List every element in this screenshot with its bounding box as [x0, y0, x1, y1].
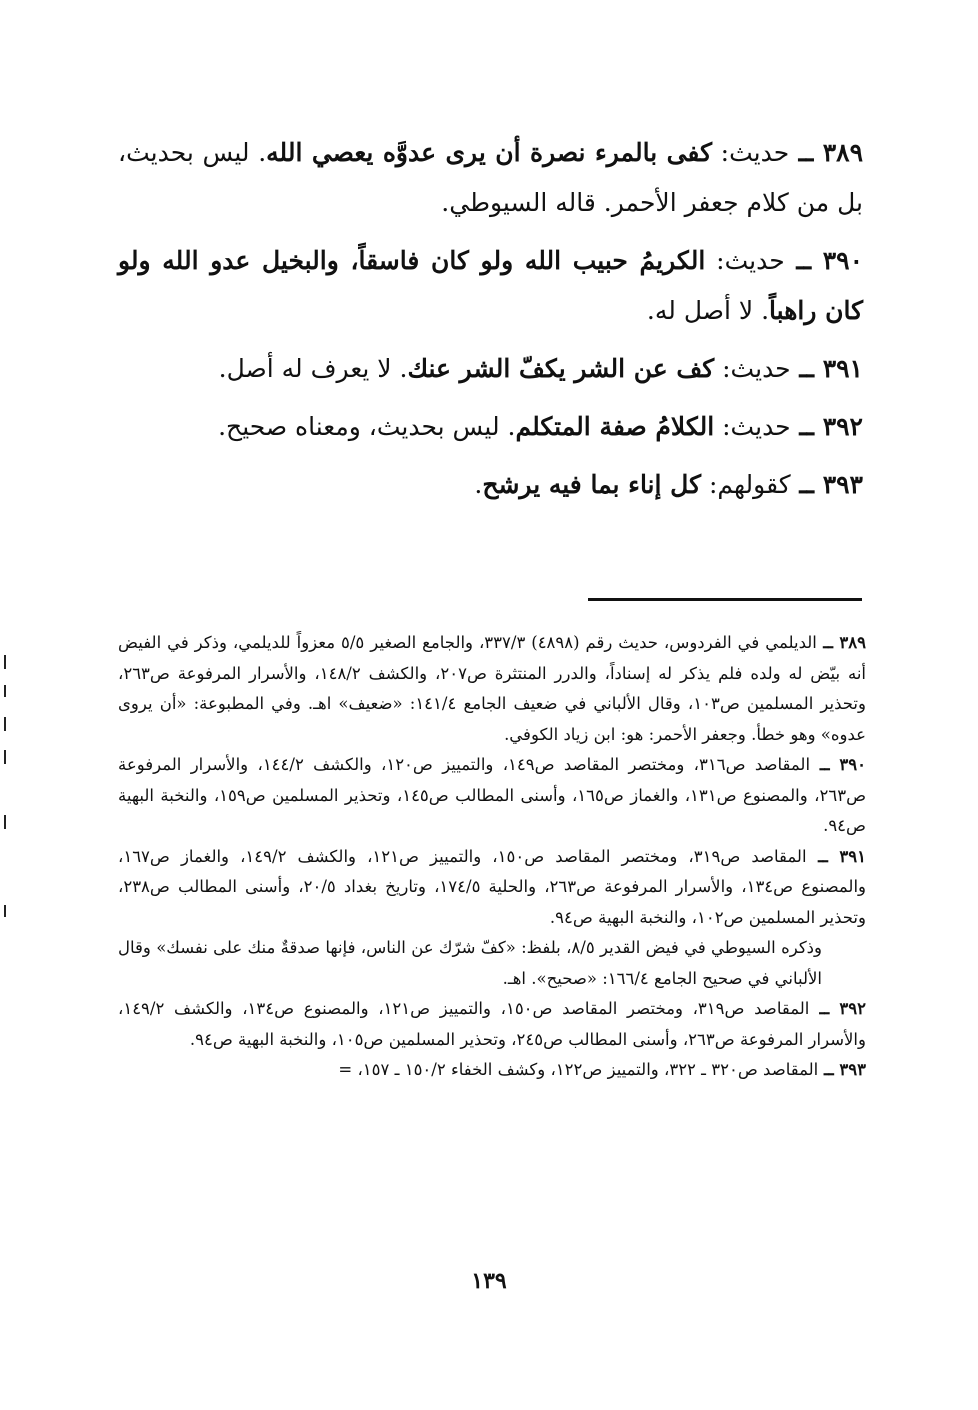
- entry-hadith-text: كف عن الشر يكفّ الشر عنك: [407, 354, 715, 383]
- entry-391: [118, 344, 863, 394]
- footnote-number: ٣٩٣ ــ: [818, 1060, 866, 1079]
- entry-hadith-text: الكريمُ حبيب الله ولو كان فاسقاً، والبخيل عدو الله ولو كان راهباً: [118, 246, 863, 325]
- entry-comment: . ليس بحديث، ومعناه صحيح.: [218, 412, 516, 441]
- footnote-number: ٣٩١ ــ: [806, 846, 866, 866]
- footnote-separator: [588, 598, 862, 601]
- scan-edge-marks: [4, 655, 10, 965]
- footnote-number: ٣٩٠ ــ: [810, 755, 866, 774]
- footnote-number: ٣٨٩ ــ: [816, 633, 866, 652]
- entry-comment: . لا أصل له.: [646, 296, 770, 325]
- footnote-389: [118, 628, 866, 750]
- entry-comment: .: [474, 470, 483, 499]
- entry-hadith-text: الكلامُ صفة المتكلم: [515, 412, 715, 441]
- entry-number: ٣٩٢ ــ: [790, 412, 863, 441]
- entry-lead: حديث:: [705, 246, 785, 275]
- scan-mark: [4, 717, 6, 731]
- footnote-text: المقاصد ص٣١٩، ومختصر المقاصد ص١٥٠، والتمييز ص١٢١، والمصنوع ص١٣٤، والكشف ١٤٩/٢، والأسرار المرفوعة ص٢٦٣، وأسنى المطالب ص٢٤٥، وتحذير المسلمين ص١٠٥، والنخبة البهية ص٩٤.: [118, 999, 866, 1049]
- entry-comment: . ليس بحديث، بل من كلام جعفر الأحمر. قاله السيوطي.: [118, 138, 863, 217]
- scan-mark: [4, 655, 6, 669]
- entry-hadith-text: كل إناء بما فيه يرشح: [482, 470, 702, 499]
- scan-mark: [4, 815, 6, 829]
- footnotes: [118, 628, 866, 1086]
- footnote-text: الديلمي في الفردوس، حديث رقم (٤٨٩٨) ٣٣٧/٣، والجامع الصغير ٥/٥ معزواً للديلمي، وذكر في الفيض أنه بيّض له ولده فلم يذكر له إسناداً، والدرر المنتثرة ص٢٠٧، والكشف ١٤٨/٢، والأسرار المرفوعة ص٢٦٣، وتحذير المسلمين ص١٠٣، وقال الألباني في ضعيف الجامع ١٤١/٤: «ضعيف» اهـ. وفي المطبوعة: «أن يروى عدوه» وهو خطأ. وجعفر الأحمر: هو: ابن زياد الكوفي.: [118, 633, 867, 744]
- entry-lead: حديث:: [714, 354, 791, 383]
- entry-lead: حديث:: [711, 138, 790, 167]
- entry-389: [118, 128, 863, 228]
- entry-hadith-text: كفى بالمرء نصرة أن يرى عدوَّه يعصي الله: [266, 138, 712, 167]
- entry-lead: حديث:: [714, 412, 791, 441]
- entry-lead: كقولهم:: [701, 470, 791, 499]
- main-text: [118, 128, 863, 518]
- entry-390: [118, 236, 863, 336]
- footnote-392: [118, 994, 866, 1055]
- scan-mark: [4, 685, 6, 697]
- footnote-number: ٣٩٢ ــ: [809, 999, 866, 1018]
- entry-number: ٣٩٣ ــ: [790, 470, 863, 499]
- entry-number: ٣٩١ ــ: [790, 354, 863, 383]
- page-number: ١٣٩: [471, 1268, 507, 1294]
- footnote-text: المقاصد ص٣١٩، ومختصر المقاصد ص١٥٠، والتمييز ص١٢١، والكشف ١٤٩/٢، والغماز ص١٦٧، والمصنوع ص١٣٤، والأسرار المرفوعة ص٢٦٣، والحلية ١٧٤/٥، وتاريخ بغداد ٢٠/٥، وأسنى المطالب ص٢٣٨، وتحذير المسلمين ص١٠٢، والنخبة البهية ص٩٤.: [118, 846, 867, 927]
- scan-mark: [4, 750, 6, 764]
- entry-number: ٣٨٩ ــ: [789, 138, 864, 167]
- entry-393: [118, 460, 863, 510]
- footnote-393: [118, 1055, 866, 1086]
- footnote-text: المقاصد ص٣٢٠ ـ ٣٢٢، والتمييز ص١٢٢، وكشف الخفاء ١٥٠/٢ ـ ١٥٧، =: [338, 1060, 819, 1079]
- entry-number: ٣٩٠ ــ: [784, 246, 864, 275]
- entry-392: [118, 402, 863, 452]
- footnote-391-extra: وذكره السيوطي في فيض القدير ٨/٥، بلفظ: «كفّ شرّك عن الناس، فإنها صدقةٌ منك على نفسك» وقال الألباني في صحيح الجامع ١٦٦/٤: «صحيح». اهـ.: [118, 938, 822, 988]
- footnote-391: [118, 842, 866, 934]
- footnote-text: المقاصد ص٣١٦، ومختصر المقاصد ص١٤٩، والتمييز ص١٢٠، والكشف ١٤٤/٢، والأسرار المرفوعة ص٢٦٣، والمصنوع ص١٣١، والغماز ص١٦٥، وأسنى المطالب ص١٤٥، وتحذير المسلمين ص١٥٩، والنخبة البهية ص٩٤.: [118, 755, 867, 835]
- scan-mark: [4, 905, 6, 917]
- footnote-390: [118, 750, 866, 842]
- entry-comment: . لا يعرف له أصل.: [218, 354, 408, 383]
